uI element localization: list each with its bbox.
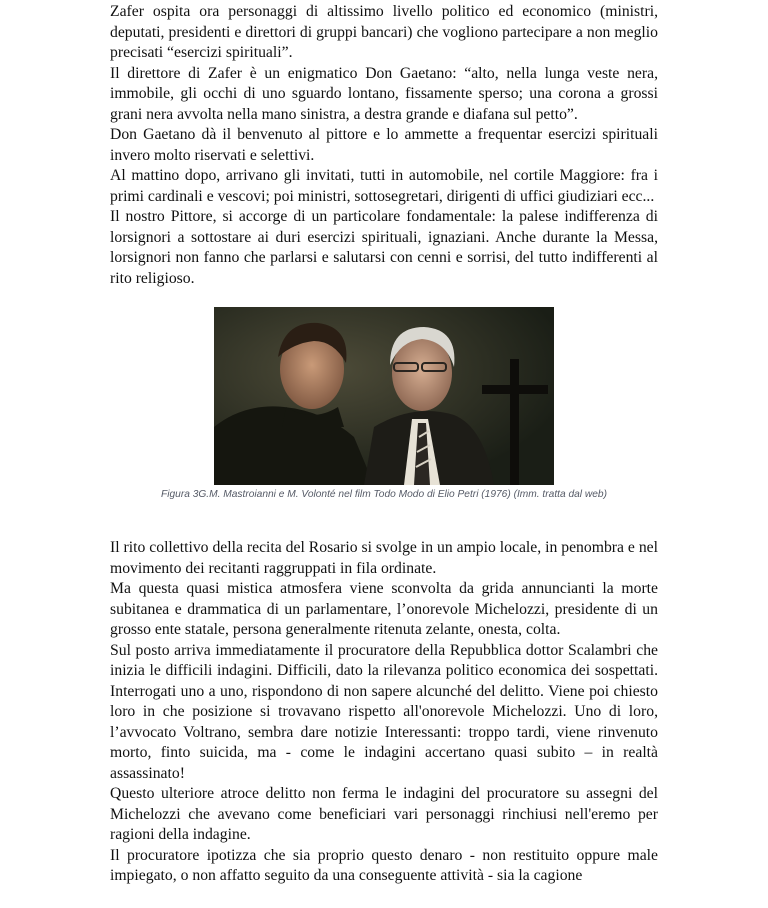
paragraph: Zafer ospita ora personaggi di altissimo livello politico ed economico (ministri, deputati, presidenti e direttori di gruppi bancari) che vogliono partecipare a non meglio precisati “esercizi spirituali”. [110,3,658,61]
paragraph: Il procuratore ipotizza che sia proprio questo denaro - non restituito oppure male impiegato, o non affatto seguito da una conseguente attività - sia la cagione [110,846,658,884]
paragraph: Ma questa quasi mistica atmosfera viene sconvolta da grida annuncianti la morte subitanea e drammatica di un parlamentare, l’onorevole Michelozzi, presidente di un grosso ente statale, persona generalmente ritenuta zelante, onesta, colta. [110,580,658,638]
paragraph: Il nostro Pittore, si accorge di un particolare fondamentale: la palese indifferenza di lorsignori a sottostare ai duri esercizi spirituali, ignaziani. Anche durante la Messa, lorsignori non fanno che parlarsi e salutarsi con cenni e sorrisi, del tutto indifferenti al rito religioso. [110,208,658,287]
figure [110,307,658,500]
paragraph: Al mattino dopo, arrivano gli invitati, tutti in automobile, nel cortile Maggiore: fra i primi cardinali e vescovi; poi ministri, sottosegretari, dirigenti di uffici giudiziari ecc... [110,167,658,205]
film-still-photo [214,307,554,485]
paragraph: Sul posto arriva immediatamente il procuratore della Repubblica dottor Scalambri che inizia le difficili indagini. Difficili, dato la rilevanza politico economica dei sospettati. Interrogati uno a uno, rispondono di non sapere alcunché del delitto. Viene poi chiesto loro in che posizione si trovavano rispetto all'onorevole Michelozzi. Uno di loro, l’avvocato Voltrano, sembra dare notizie Interessanti: troppo tardi, viene rinvenuto morto, finto suicida, ma - come le indagini accertano quasi subito – in realtà assassinato! [110,641,658,782]
figure-caption: Figura 3G.M. Mastroianni e M. Volonté nel film Todo Modo di Elio Petri (1976) (Imm. tratta dal web) [161,489,607,500]
paragraph: Questo ulteriore atroce delitto non ferma le indagini del procuratore su assegni del Michelozzi che avevano come beneficiari vari personaggi rinchiusi nell'eremo per ragioni della indagine. [110,785,658,843]
film-still-illustration [214,307,554,485]
document-page [110,0,658,887]
paragraph: Il direttore di Zafer è un enigmatico Don Gaetano: “alto, nella lunga veste nera, immobile, gli occhi di uno sguardo lontano, fissamente sperso; una corona a grossi grani nera avvolta nella mano sinistra, a destra grande e diafana sul petto”. [110,64,658,123]
paragraph: Il rito collettivo della recita del Rosario si svolge in un ampio locale, in penombra e nel movimento dei recitanti raggruppati in fila ordinate. [110,539,658,577]
text-block-top [110,0,658,289]
paragraph: Don Gaetano dà il benvenuto al pittore e lo ammette a frequentar esercizi spirituali invero molto riservati e selettivi. [110,126,658,164]
text-block-bottom [110,538,658,887]
